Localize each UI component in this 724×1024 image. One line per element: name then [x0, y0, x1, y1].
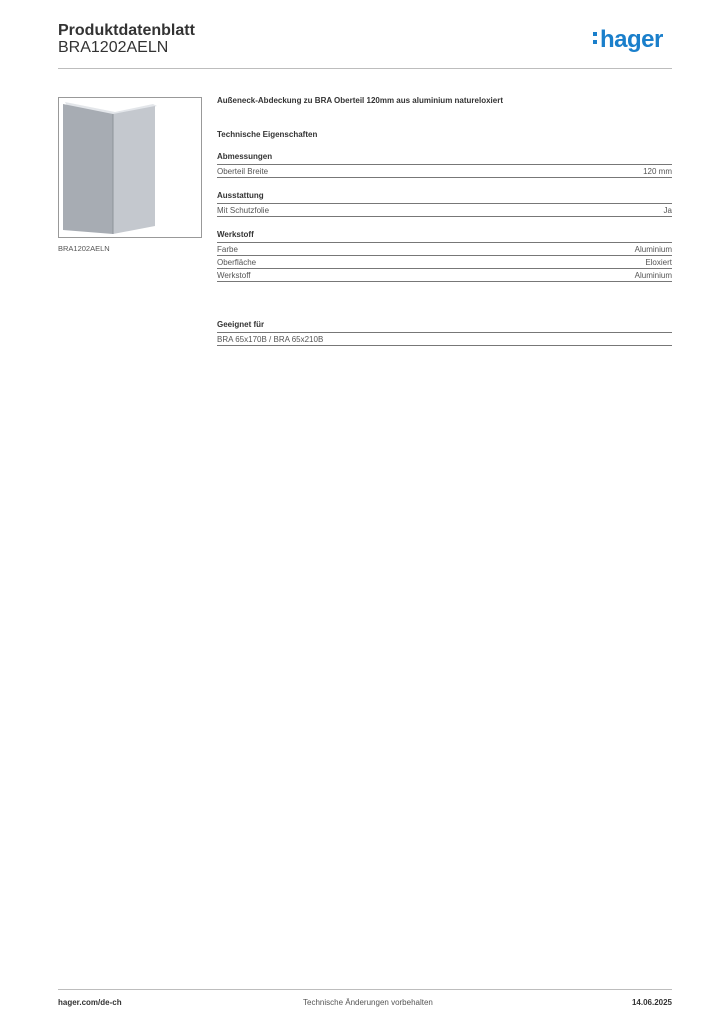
- footer-website[interactable]: hager.com/de-ch: [58, 998, 122, 1007]
- image-caption: BRA1202AELN: [58, 244, 110, 253]
- row-label: Farbe: [217, 245, 238, 254]
- table-row: [217, 164, 672, 178]
- document-title: Produktdatenblatt: [58, 22, 195, 39]
- group-equipment-head: Ausstattung: [217, 191, 264, 200]
- technical-title: Technische Eigenschaften: [217, 130, 318, 139]
- table-row: [217, 203, 672, 217]
- footer-notice: Technische Änderungen vorbehalten: [303, 998, 433, 1007]
- footer-date: 14.06.2025: [631, 998, 672, 1007]
- product-description: Außeneck-Abdeckung zu BRA Oberteil 120mm aus aluminium natureloxiert: [217, 96, 503, 105]
- footer-divider: [58, 989, 672, 990]
- group-material-head: Werkstoff: [217, 230, 254, 239]
- product-image: [58, 97, 202, 238]
- table-row: [217, 242, 672, 255]
- row-value: Aluminium: [634, 245, 672, 254]
- hager-logo[interactable]: [593, 26, 663, 54]
- group-dimensions-head: Abmessungen: [217, 152, 273, 161]
- table-row: [217, 255, 672, 268]
- row-value: Eloxiert: [645, 258, 672, 267]
- suitable-head: Geeignet für: [217, 320, 265, 329]
- row-label: Oberteil Breite: [217, 167, 269, 176]
- header-divider: [58, 68, 672, 69]
- row-label: Oberfläche: [217, 258, 257, 267]
- content: [217, 96, 672, 346]
- logo-text: hager: [600, 26, 663, 53]
- row-value: 120 mm: [643, 167, 672, 176]
- table-row: [217, 332, 672, 346]
- logo-dots-icon: [593, 32, 598, 48]
- suitable-value: BRA 65x170B / BRA 65x210B: [217, 335, 324, 344]
- row-value: Aluminium: [634, 271, 672, 280]
- corner-cover-product-image: [59, 98, 201, 237]
- row-value: Ja: [663, 206, 672, 215]
- product-code: BRA1202AELN: [58, 39, 169, 56]
- table-row: [217, 268, 672, 282]
- row-label: Mit Schutzfolie: [217, 206, 270, 215]
- row-label: Werkstoff: [217, 271, 251, 280]
